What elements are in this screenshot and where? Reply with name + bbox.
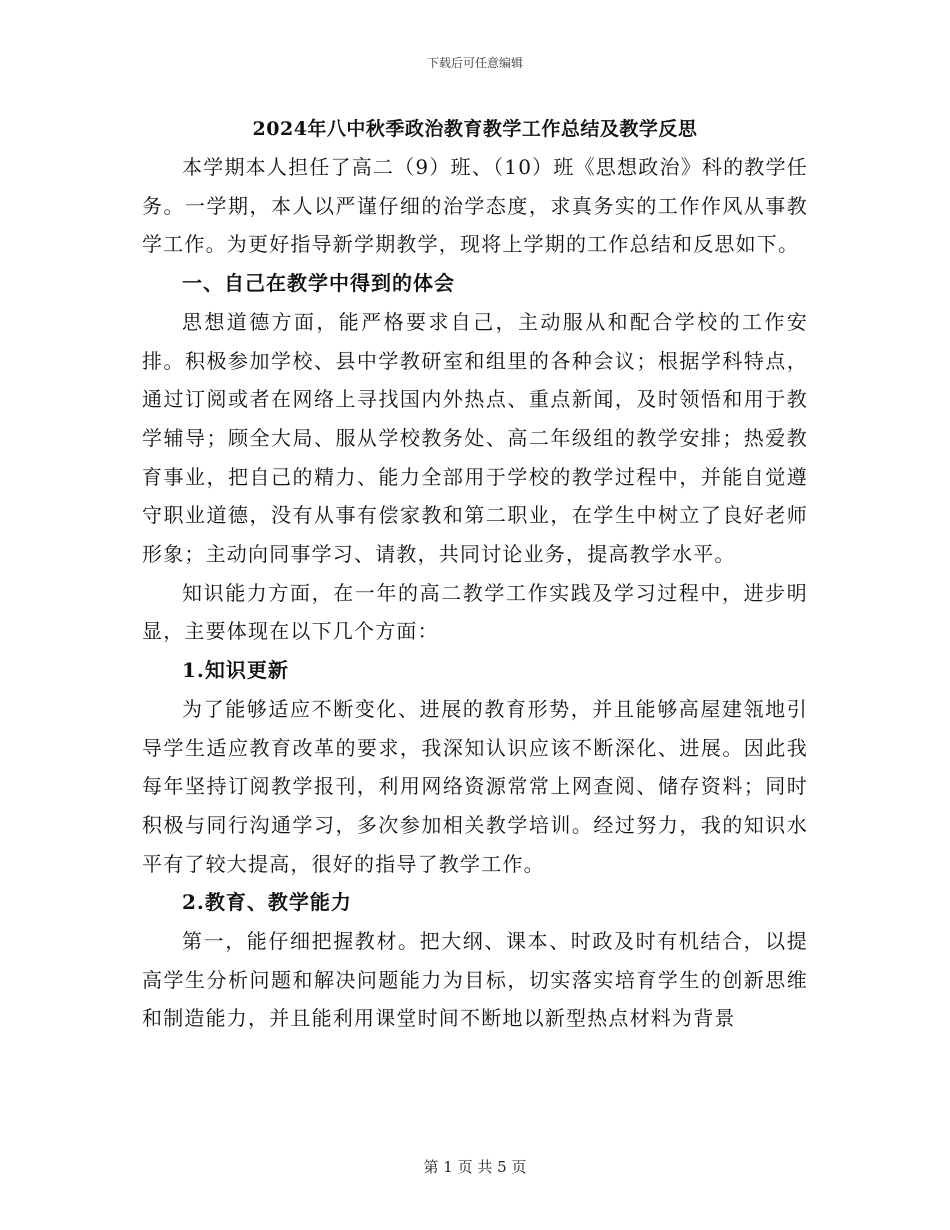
subheading-teaching-ability: 2.教育、教学能力 [182,890,352,915]
document-body [142,112,808,1038]
paragraph-teaching: 第一，能仔细把握教材。把大纲、课本、时政及时有机结合，以提高学生分析问题和解决问题能力为目标，切实落实培育学生的创新思维和制造能力，并且能利用课堂时间不断地以新型热点材料为背景 [142,929,808,1031]
paragraph-moral: 思想道德方面，能严格要求自己，主动服从和配合学校的工作安排。积极参加学校、县中学教研室和组里的各种会议；根据学科特点，通过订阅或者在网络上寻找国内外热点、重点新闻，及时领悟和用于教学辅导；顾全大局、服从学校教务处、高二年级组的教学安排；热爱教育事业，把自己的精力、能力全部用于学校的教学过程中，并能自觉遵守职业道德，没有从事有偿家教和第二职业，在学生中树立了良好老师形象；主动向同事学习、请教，共同讨论业务，提高教学水平。 [142,309,808,567]
paragraph-intro: 本学期本人担任了高二（9）班、（10）班《思想政治》科的教学任务。一学期，本人以严谨仔细的治学态度，求真务实的工作作风从事教学工作。为更好指导新学期教学，现将上学期的工作总结和反思如下。 [142,155,808,257]
section-heading-1: 一、自己在教学中得到的体会 [182,271,455,296]
header-note: 下载后可任意编辑 [426,56,523,70]
document-title: 2024年八中秋季政治教育教学工作总结及教学反思 [252,118,698,140]
paragraph-ability: 知识能力方面，在一年的高二教学工作实践及学习过程中，进步明显，主要体现在以下几个方面： [142,580,808,644]
page-number: 第 1 页 共 5 页 [423,1158,527,1176]
subheading-knowledge-update: 1.知识更新 [182,658,289,683]
paragraph-knowledge: 为了能够适应不断变化、进展的教育形势，并且能够高屋建瓴地引导学生适应教育改革的要求，我深知认识应该不断深化、进展。因此我每年坚持订阅教学报刊，利用网络资源常常上网查阅、储存资料；同时积极与同行沟通学习，多次参加相关教学培训。经过努力，我的知识水平有了较大提高，很好的指导了教学工作。 [142,696,808,876]
